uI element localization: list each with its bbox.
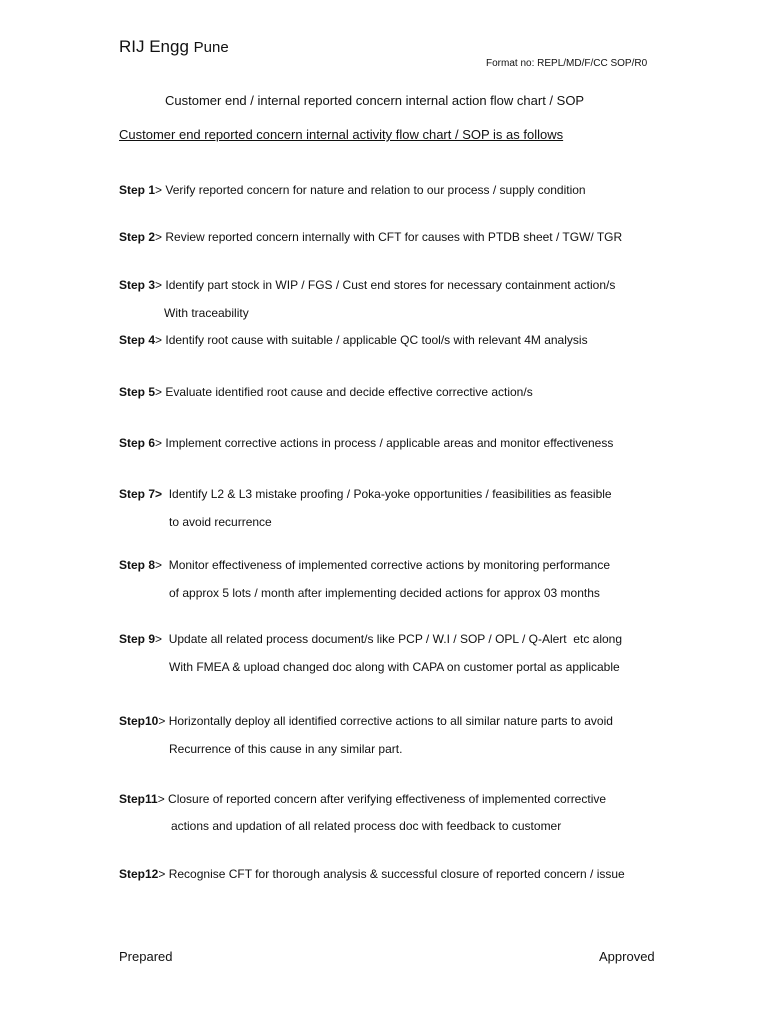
step-text: Identify L2 & L3 mistake proofing / Poka-yoke opportunities / feasibilities as feasible (162, 487, 612, 501)
step-6 (119, 436, 613, 450)
step-label: Step11 (119, 792, 158, 806)
step-text: > Identify part stock in WIP / FGS / Cust end stores for necessary containment action/s (155, 278, 616, 292)
step-label: Step10 (119, 714, 159, 728)
company-label: RIJ Engg (119, 37, 189, 56)
company-city: Pune (193, 39, 229, 56)
step-8 (119, 558, 610, 572)
step-11-continuation: actions and updation of all related process doc with feedback to customer (171, 819, 562, 833)
step-12 (119, 867, 625, 881)
step-10-continuation: Recurrence of this cause in any similar part. (169, 742, 403, 756)
step-1 (119, 183, 586, 197)
step-text: > Implement corrective actions in process / applicable areas and monitor effectiveness (155, 436, 614, 450)
step-label: Step 8 (119, 558, 156, 572)
format-number: Format no: REPL/MD/F/CC SOP/R0 (486, 58, 648, 69)
step-label: Step 3 (119, 278, 156, 292)
step-3-continuation: With traceability (164, 306, 249, 320)
step-9 (119, 632, 622, 646)
prepared-label: Prepared (119, 949, 173, 964)
step-2 (119, 230, 622, 244)
step-text: > Horizontally deploy all identified corrective actions to all similar nature parts to avoid (158, 714, 613, 728)
step-10 (119, 714, 613, 728)
step-label: Step 6 (119, 436, 156, 450)
step-label: Step 1 (119, 183, 156, 197)
company-name (119, 37, 229, 57)
step-text: > Identify root cause with suitable / applicable QC tool/s with relevant 4M analysis (155, 333, 588, 347)
step-5 (119, 385, 533, 399)
step-text: > Verify reported concern for nature and relation to our process / supply condition (155, 183, 586, 197)
step-text: > Monitor effectiveness of implemented corrective actions by monitoring performance (155, 558, 611, 572)
step-text: > Update all related process document/s like PCP / W.I / SOP / OPL / Q-Alert etc along (155, 632, 623, 646)
step-text: > Evaluate identified root cause and decide effective corrective action/s (155, 385, 533, 399)
step-text: > Recognise CFT for thorough analysis & successful closure of reported concern / issue (158, 867, 625, 881)
step-9-continuation: With FMEA & upload changed doc along with CAPA on customer portal as applicable (169, 660, 620, 674)
step-label: Step 4 (119, 333, 156, 347)
step-label: Step 5 (119, 385, 156, 399)
approved-label: Approved (599, 949, 655, 964)
step-label: Step 2 (119, 230, 156, 244)
step-4 (119, 333, 588, 347)
step-7-continuation: to avoid recurrence (169, 515, 272, 529)
step-text: > Closure of reported concern after verifying effectiveness of implemented corrective (157, 792, 607, 806)
step-text: > Review reported concern internally with CFT for causes with PTDB sheet / TGW/ TGR (155, 230, 623, 244)
step-8-continuation: of approx 5 lots / month after implementing decided actions for approx 03 months (169, 586, 600, 600)
step-7 (119, 487, 612, 501)
document-subtitle: Customer end reported concern internal activity flow chart / SOP is as follows (119, 127, 564, 142)
step-label: Step 7> (119, 487, 163, 501)
step-label: Step 9 (119, 632, 156, 646)
step-11 (119, 792, 606, 806)
step-3 (119, 278, 615, 292)
step-label: Step12 (119, 867, 159, 881)
document-title: Customer end / internal reported concern internal action flow chart / SOP (165, 93, 585, 108)
